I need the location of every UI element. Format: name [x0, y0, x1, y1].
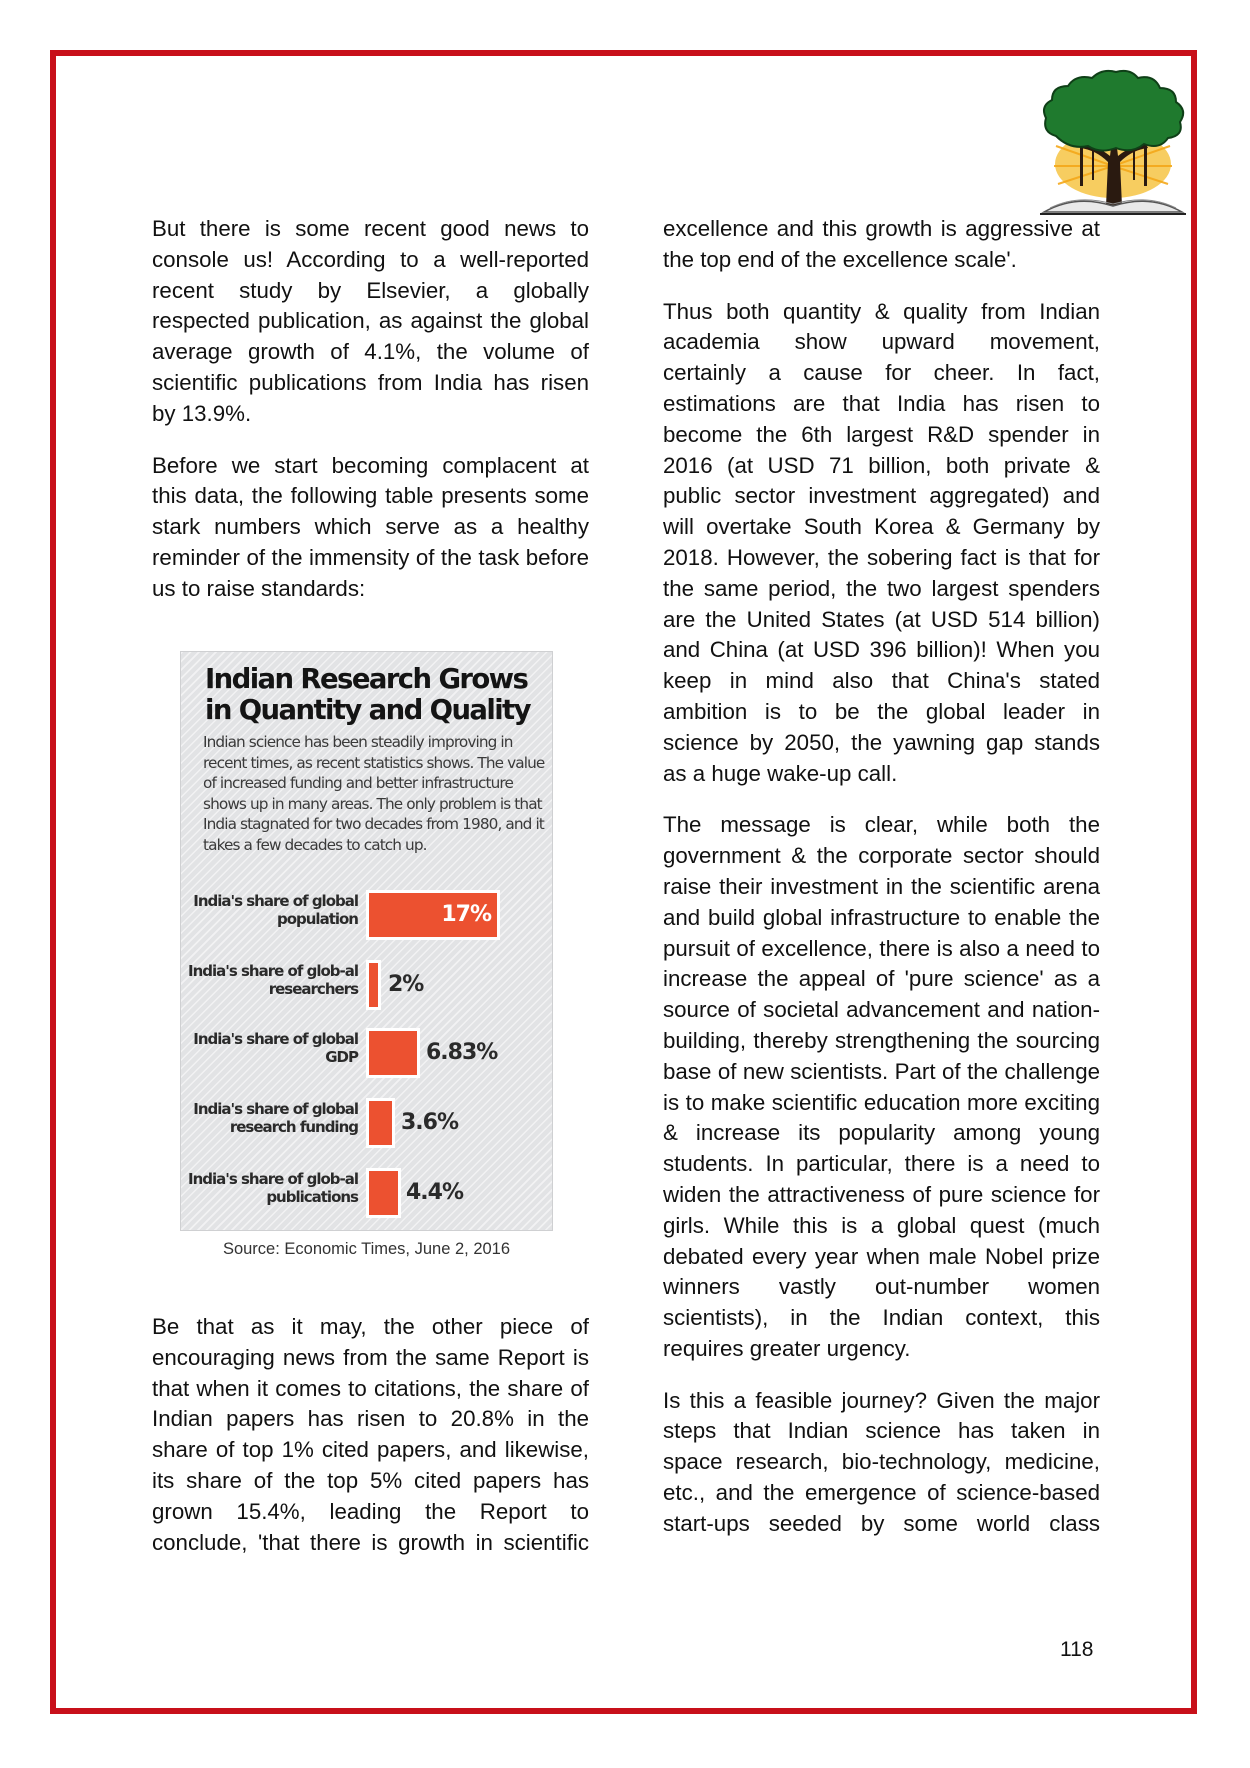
bar-row-population	[181, 890, 554, 946]
bar-value: 6.83%	[426, 1040, 498, 1065]
bar-label: India's share of global population	[193, 892, 358, 928]
foliage-icon	[1044, 71, 1183, 151]
right-column	[663, 214, 1100, 1561]
bar-value: 3.6%	[401, 1110, 459, 1135]
bar-label: India's share of glob-al researchers	[188, 962, 358, 998]
bar-value: 4.4%	[406, 1180, 464, 1205]
bar-row-gdp	[181, 1028, 554, 1084]
paragraph: excellence and this growth is aggressive at the top end of the excellence scale'.	[663, 216, 1100, 272]
left-column-continued	[152, 1312, 589, 1579]
figure-caption: Source: Economic Times, June 2, 2016	[222, 1240, 511, 1258]
paragraph: Is this a feasible journey? Given the major steps that Indian science has taken in space research, bio-technology, medicine, etc., and the emergence of science-based start-ups seeded by some world class	[663, 1387, 1100, 1536]
bar-row-research-funding	[181, 1098, 554, 1154]
banyan-tree-book-logo-icon	[1036, 66, 1190, 216]
bar-value: 17%	[441, 902, 491, 927]
infographic-figure	[180, 651, 553, 1231]
bar-population	[366, 890, 500, 940]
bar-research-funding	[366, 1098, 395, 1148]
bar-row-publications	[181, 1168, 554, 1224]
paragraph: Thus both quantity & quality from Indian academia show upward movement, certainly a cause for cheer. In fact, estimations are that India has risen to become the 6th largest R&D spender in 2016 (at USD 71 billion, both private & public sector investment aggregated) and will overtake South Korea & Germany by 2018. However, the sobering fact is that for the same period, the two largest spenders are the United States (at USD 514 billion) and China (at USD 396 billion)! When you keep in mind also that China's stated ambition is to be the global leader in science by 2050, the yawning gap stands as a huge wake-up call.	[663, 298, 1100, 786]
paragraph: Before we start becoming complacent at this data, the following table presents some stark numbers which serve as a healthy reminder of the immensity of the task before us to raise standards:	[152, 452, 589, 601]
paragraph: The message is clear, while both the government & the corporate sector should raise their investment in the scientific arena and build global infrastructure to enable the pursuit of excellence, there is also a need to increase the appeal of 'pure science' as a source of societal advancement and nation-building, thereby strengthening the sourcing base of new scientists. Part of the challenge is to make scientific education more exciting & increase its popularity among young students. In particular, there is a need to widen the attractiveness of pure science for girls. While this is a global quest (much debated every year when male Nobel prize winners vastly out-number women scientists), in the Indian context, this requires greater urgency.	[663, 812, 1100, 1361]
bar-label: India's share of global GDP	[193, 1030, 358, 1066]
paragraph: But there is some recent good news to console us! According to a well-reported recent study by Elsevier, a globally respected publication, as against the global average growth of 4.1%, the volume of scientific publications from India has risen by 13.9%.	[152, 216, 589, 426]
figure-description: Indian science has been steadily improving in recent times, as recent statistics shows. The value of increased funding and better infrastructure shows up in many areas. The only problem is that India stagnated for two decades from 1980, and it takes a few decades to catch up.	[203, 733, 545, 854]
paragraph: Be that as it may, the other piece of encouraging news from the same Report is that when it comes to citations, the share of Indian papers has risen to 20.8% in the share of top 1% cited papers, and likewise, its share of the top 5% cited papers has grown 15.4%, leading the Report to conclude, 'that there is growth in scientific	[152, 1314, 589, 1555]
bar-researchers	[366, 960, 381, 1010]
bar-label: India's share of glob-al publications	[188, 1170, 358, 1206]
bar-value: 2%	[388, 972, 424, 997]
page-number: 118	[1060, 1638, 1094, 1661]
bar-publications	[366, 1168, 401, 1218]
bar-label: India's share of global research funding	[193, 1100, 358, 1136]
bar-gdp	[366, 1028, 420, 1078]
left-column	[152, 214, 589, 626]
bar-row-researchers	[181, 960, 554, 1016]
figure-title: Indian Research Grows in Quantity and Quality	[205, 663, 530, 726]
